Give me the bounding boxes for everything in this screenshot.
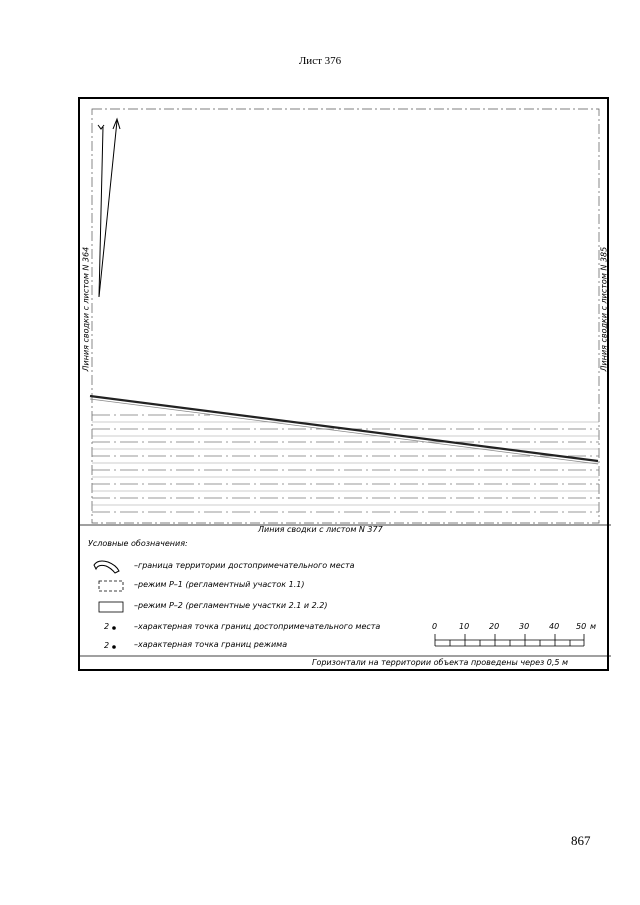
legend-item-regime-point: –характерная точка границ режима (134, 640, 288, 649)
legend-item-boundary: –граница территории достопримечательного места (134, 561, 355, 570)
boundary-point-icon (112, 626, 116, 630)
zone-p1-icon (99, 581, 123, 591)
zone-solid-lines (92, 422, 599, 505)
legend-item-p2: –режим Р–2 (регламентные участки 2.1 и 2.2) (134, 601, 328, 610)
scale-tick-30: 30 (519, 622, 530, 631)
legend-item-boundary-point: –характерная точка границ достопримечательного места (134, 622, 381, 631)
scale-tick-50: 50 (576, 622, 587, 631)
territory-boundary-line (90, 396, 598, 461)
map-frame (78, 97, 609, 671)
label-left: Линия сводки с листом N 364 (81, 246, 91, 372)
scale-unit: м (590, 622, 597, 631)
scale-tick-40: 40 (549, 622, 560, 631)
legend-item-p1: –режим Р–1 (регламентный участок 1.1) (134, 580, 305, 589)
page-number: 867 (571, 833, 591, 848)
footer-note: Горизонтали на территории объекта проведены через 0,5 м (312, 658, 569, 667)
sheet-title: Лист 376 (298, 55, 342, 67)
scale-tick-20: 20 (489, 622, 500, 631)
scale-tick-0: 0 (432, 622, 438, 631)
label-right: Линия сводки с листом N 385 (599, 246, 609, 372)
map-inner-boundary (92, 109, 599, 523)
label-bottom: Линия сводки с листом N 377 (258, 525, 383, 534)
legend-title: Условные обозначения: (88, 539, 188, 548)
zone-p2-icon (99, 602, 123, 612)
scale-tick-10: 10 (459, 622, 470, 631)
legend-point-symbol-1: 2 (104, 622, 110, 631)
scale-bar (435, 634, 584, 646)
legend-point-symbol-2: 2 (104, 641, 110, 650)
territory-boundary-line-inner (90, 399, 598, 464)
boundary-outline-icon (94, 561, 119, 573)
regime-point-icon (112, 645, 116, 649)
north-arrow-icon (98, 119, 120, 297)
